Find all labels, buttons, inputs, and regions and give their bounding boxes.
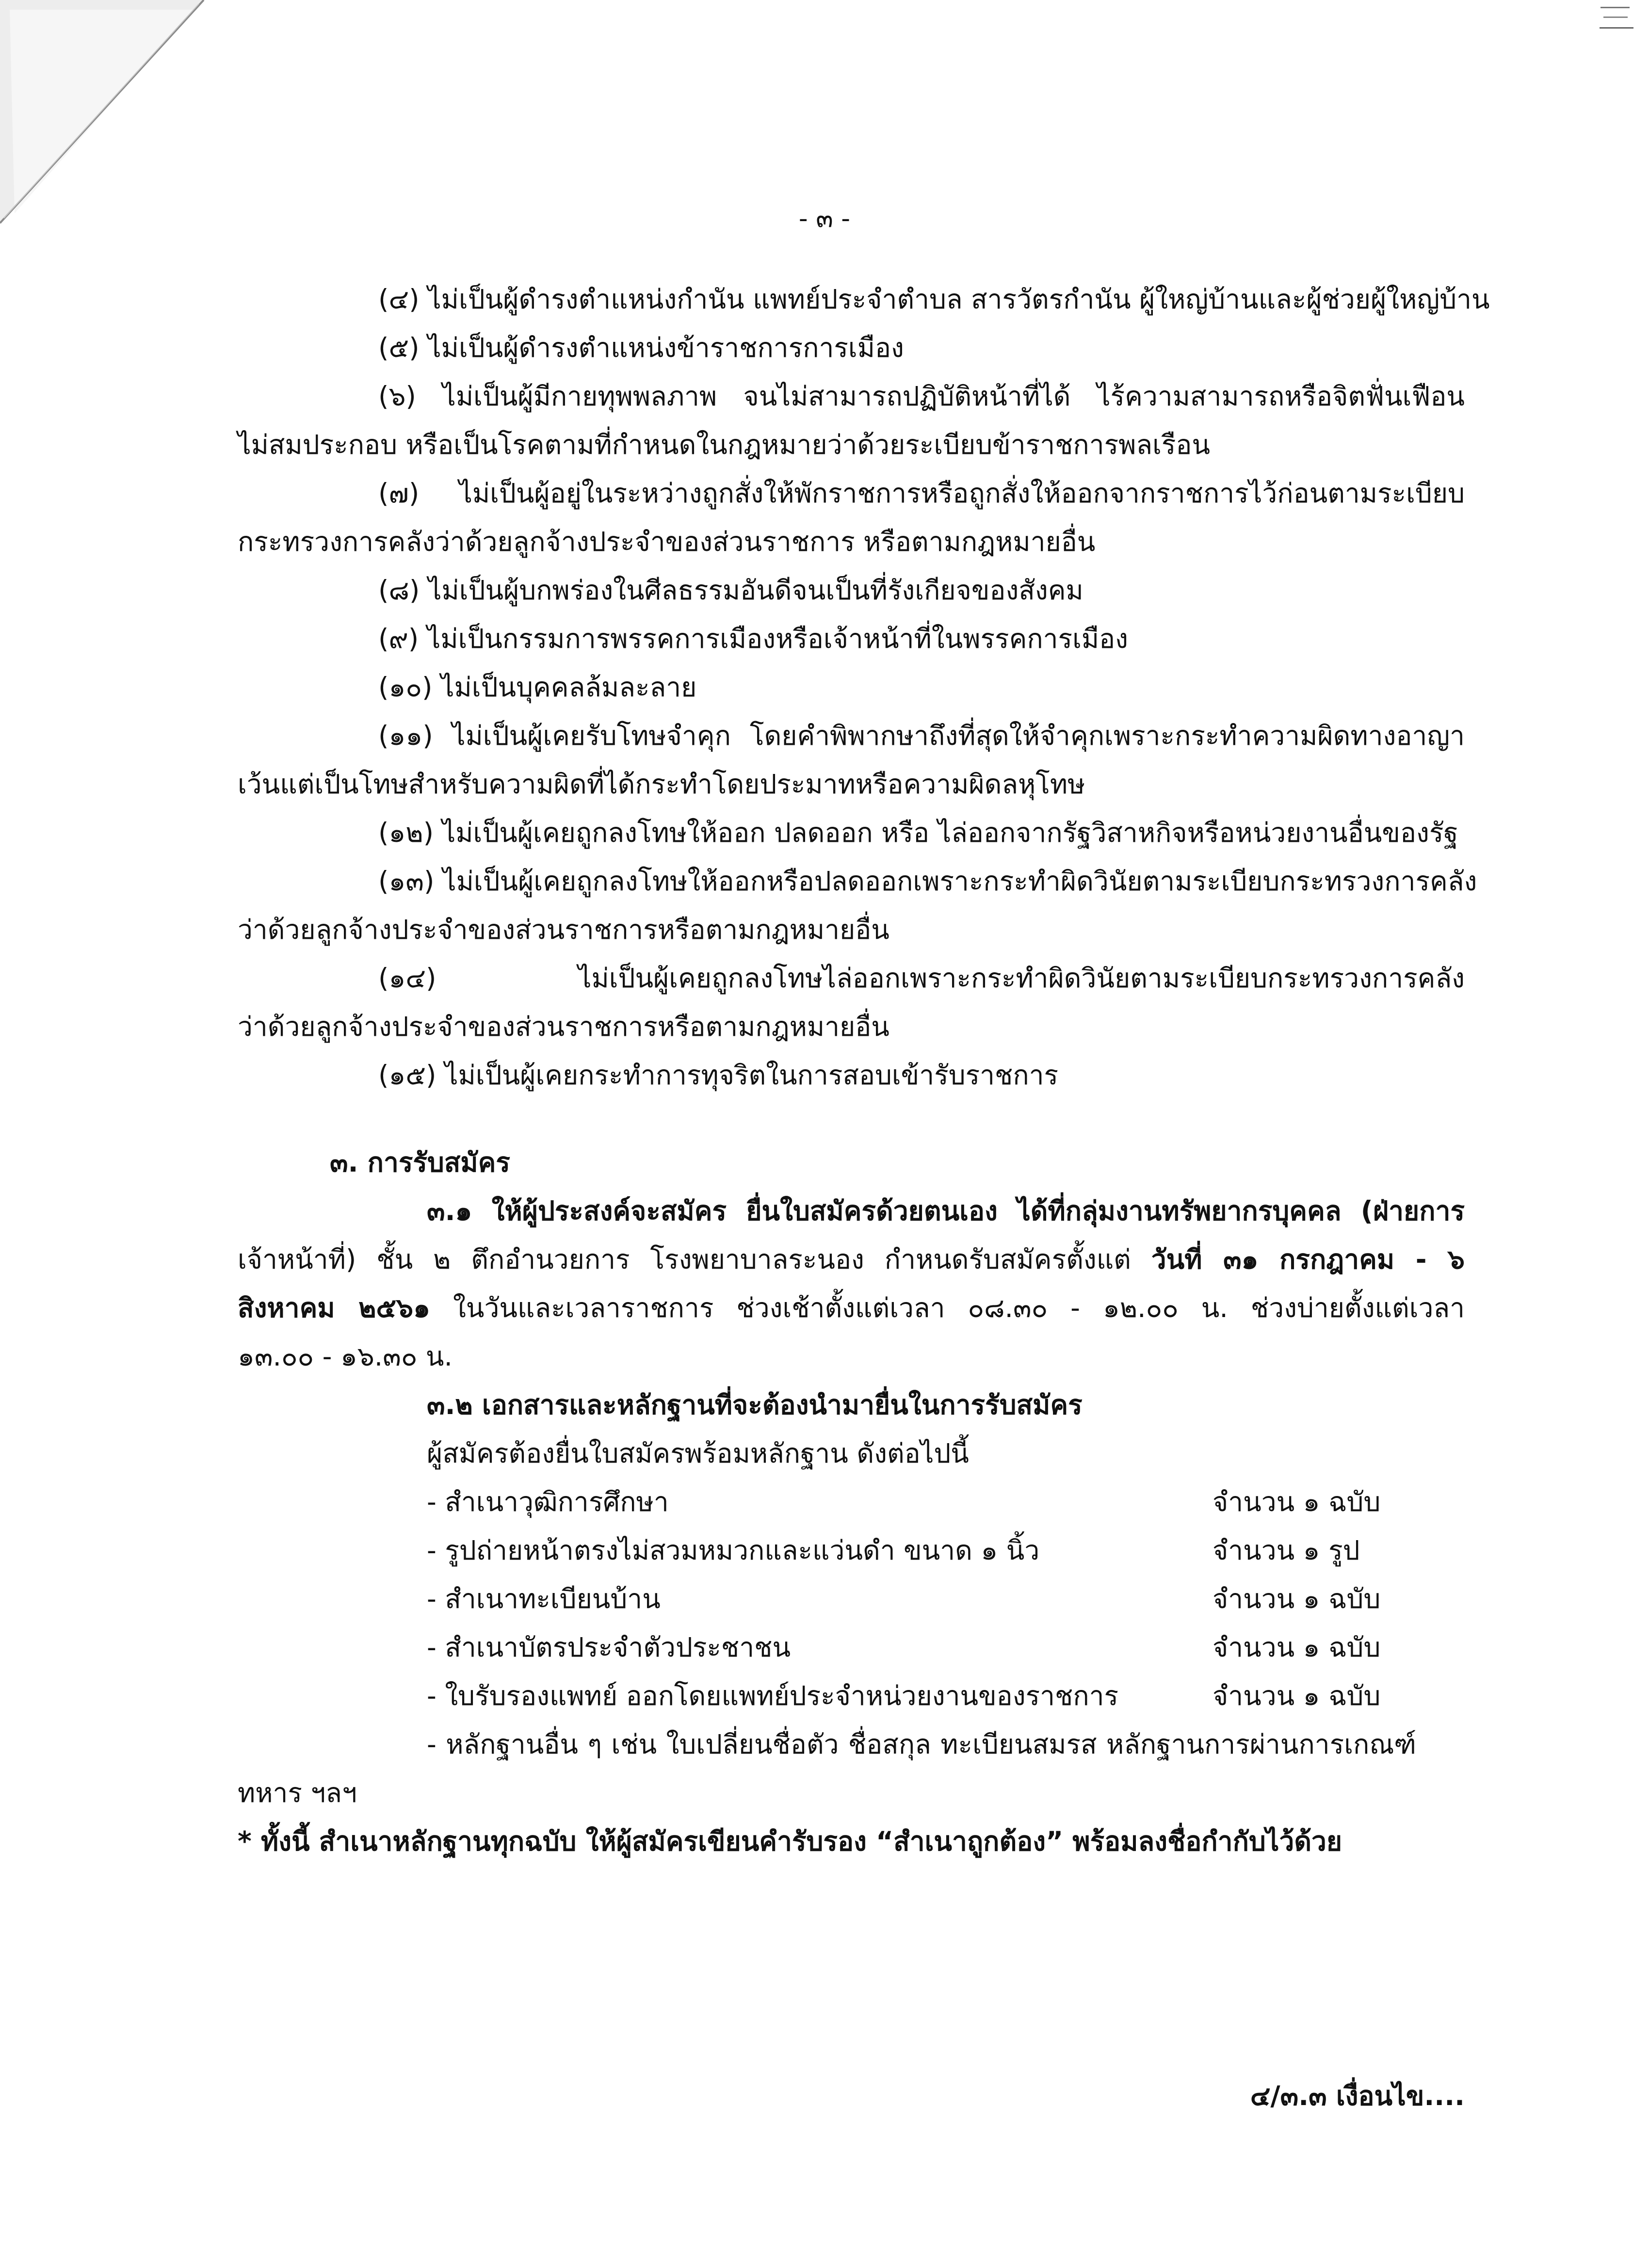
documents-intro: ผู้สมัครต้องยื่นใบสมัครพร้อมหลักฐาน ดังต่อไปนี้ <box>427 1438 969 1469</box>
document-quantity: จำนวน ๑ ฉบับ <box>1212 1486 1381 1517</box>
list-item-5: (๕) ไม่เป็นผู้ดำรงตำแหน่งข้าราชการการเมือง <box>378 332 904 363</box>
document-item: - ใบรับรองแพทย์ ออกโดยแพทย์ประจำหน่วยงานของราชการ <box>427 1680 1119 1711</box>
document-quantity: จำนวน ๑ ฉบับ <box>1212 1632 1381 1663</box>
paragraph-3-1-line3 <box>238 1292 1465 1323</box>
list-item-14-line1: (๑๔) ไม่เป็นผู้เคยถูกลงโทษไล่ออกเพราะกระทำผิดวินัยตามระเบียบกระทรวงการคลัง <box>378 963 1465 994</box>
list-item-14-line2: ว่าด้วยลูกจ้างประจำของส่วนราชการหรือตามกฎหมายอื่น <box>238 1011 889 1042</box>
paragraph-3-1-line1 <box>427 1195 1465 1226</box>
list-item-7-line1: (๗) ไม่เป็นผู้อยู่ในระหว่างถูกสั่งให้พักราชการหรือถูกสั่งให้ออกจากราชการไว้ก่อนตามระเบียบ <box>378 478 1465 509</box>
document-item: - สำเนาวุฒิการศึกษา <box>427 1486 669 1517</box>
list-item-7-line2: กระทรวงการคลังว่าด้วยลูกจ้างประจำของส่วนราชการ หรือตามกฎหมายอื่น <box>238 526 1096 557</box>
document-item: - สำเนาทะเบียนบ้าน <box>427 1583 661 1614</box>
paragraph-3-1-line2-plain: เจ้าหน้าที่) ชั้น ๒ ตึกอำนวยการ โรงพยาบาลระนอง กำหนดรับสมัครตั้งแต่ <box>238 1244 1151 1275</box>
list-item-6-line1: (๖) ไม่เป็นผู้มีกายทุพพลภาพ จนไม่สามารถปฏิบัติหน้าที่ได้ ไร้ความสามารถหรือจิตฟั่นเฟือน <box>378 381 1465 412</box>
other-documents-line2: ทหาร ฯลฯ <box>238 1777 357 1808</box>
document-item: - สำเนาบัตรประจำตัวประชาชน <box>427 1632 791 1663</box>
paragraph-3-1-text: ๓.๑ ให้ผู้ประสงค์จะสมัคร ยื่นใบสมัครด้วยตนเอง ได้ที่กลุ่มงานทรัพยากรบุคคล (ฝ่ายการ <box>427 1195 1465 1226</box>
list-item-4: (๔) ไม่เป็นผู้ดำรงตำแหน่งกำนัน แพทย์ประจำตำบล สารวัตรกำนัน ผู้ใหญ่บ้านและผู้ช่วยผู้ใหญ่บ้าน <box>378 284 1490 315</box>
list-item-8: (๘) ไม่เป็นผู้บกพร่องในศีลธรรมอันดีจนเป็นที่รังเกียจของสังคม <box>378 575 1083 606</box>
list-item-11-line2: เว้นแต่เป็นโทษสำหรับความผิดที่ได้กระทำโดยประมาทหรือความผิดลหุโทษ <box>238 769 1085 800</box>
subsection-3-2-heading: ๓.๒ เอกสารและหลักฐานที่จะต้องนำมายื่นในการรับสมัคร <box>427 1389 1083 1420</box>
list-item-11-line1: (๑๑) ไม่เป็นผู้เคยรับโทษจำคุก โดยคำพิพากษาถึงที่สุดให้จำคุกเพราะกระทำความผิดทางอาญา <box>378 720 1465 751</box>
list-item-6-line2: ไม่สมประกอบ หรือเป็นโรคตามที่กำหนดในกฎหมายว่าด้วยระเบียบข้าราชการพลเรือน <box>238 429 1211 460</box>
document-quantity: จำนวน ๑ ฉบับ <box>1212 1680 1381 1711</box>
list-item-10: (๑๐) ไม่เป็นบุคคลล้มละลาย <box>378 672 697 703</box>
list-item-12: (๑๒) ไม่เป็นผู้เคยถูกลงโทษให้ออก ปลดออก หรือ ไล่ออกจากรัฐวิสาหกิจหรือหน่วยงานอื่นของรัฐ <box>378 817 1458 848</box>
list-item-13-line1: (๑๓) ไม่เป็นผู้เคยถูกลงโทษให้ออกหรือปลดออกเพราะกระทำผิดวินัยตามระเบียบกระทรวงการคลัง <box>378 866 1477 897</box>
paragraph-3-1-line3-plain: ในวันและเวลาราชการ ช่วงเช้าตั้งแต่เวลา ๐๘.๓๐ - ๑๒.๐๐ น. ช่วงบ่ายตั้งแต่เวลา <box>430 1292 1465 1323</box>
continued-footer: ๔/๓.๓ เงื่อนไข.... <box>1250 2080 1465 2111</box>
list-item-13-line2: ว่าด้วยลูกจ้างประจำของส่วนราชการหรือตามกฎหมายอื่น <box>238 914 889 945</box>
paragraph-3-1-line2 <box>238 1246 1465 1273</box>
paragraph-3-1-line4: ๑๓.๐๐ - ๑๖.๓๐ น. <box>238 1341 453 1372</box>
certification-note: * ทั้งนี้ สำเนาหลักฐานทุกฉบับ ให้ผู้สมัครเขียนคำรับรอง “สำเนาถูกต้อง” พร้อมลงชื่อกำกับไว้ด้วย <box>238 1826 1342 1857</box>
section-heading: ๓. การรับสมัคร <box>330 1147 510 1178</box>
other-documents-line1: - หลักฐานอื่น ๆ เช่น ใบเปลี่ยนชื่อตัว ชื่อสกุล ทะเบียนสมรส หลักฐานการผ่านการเกณฑ์ <box>427 1729 1416 1760</box>
application-dates-end: สิงหาคม ๒๕๖๑ <box>238 1292 430 1323</box>
application-dates: วันที่ ๓๑ กรกฎาคม - ๖ <box>1151 1244 1465 1275</box>
scan-specks <box>1591 0 1649 44</box>
document-quantity: จำนวน ๑ ฉบับ <box>1212 1583 1381 1614</box>
page-number: - ๓ - <box>798 204 851 233</box>
document-quantity: จำนวน ๑ รูป <box>1212 1535 1360 1566</box>
list-item-9: (๙) ไม่เป็นกรรมการพรรคการเมืองหรือเจ้าหน้าที่ในพรรคการเมือง <box>378 623 1129 654</box>
page-corner-fold <box>0 0 209 228</box>
list-item-15: (๑๕) ไม่เป็นผู้เคยกระทำการทุจริตในการสอบเข้ารับราชการ <box>378 1060 1059 1091</box>
document-item: - รูปถ่ายหน้าตรงไม่สวมหมวกและแว่นดำ ขนาด ๑ นิ้ว <box>427 1535 1040 1566</box>
